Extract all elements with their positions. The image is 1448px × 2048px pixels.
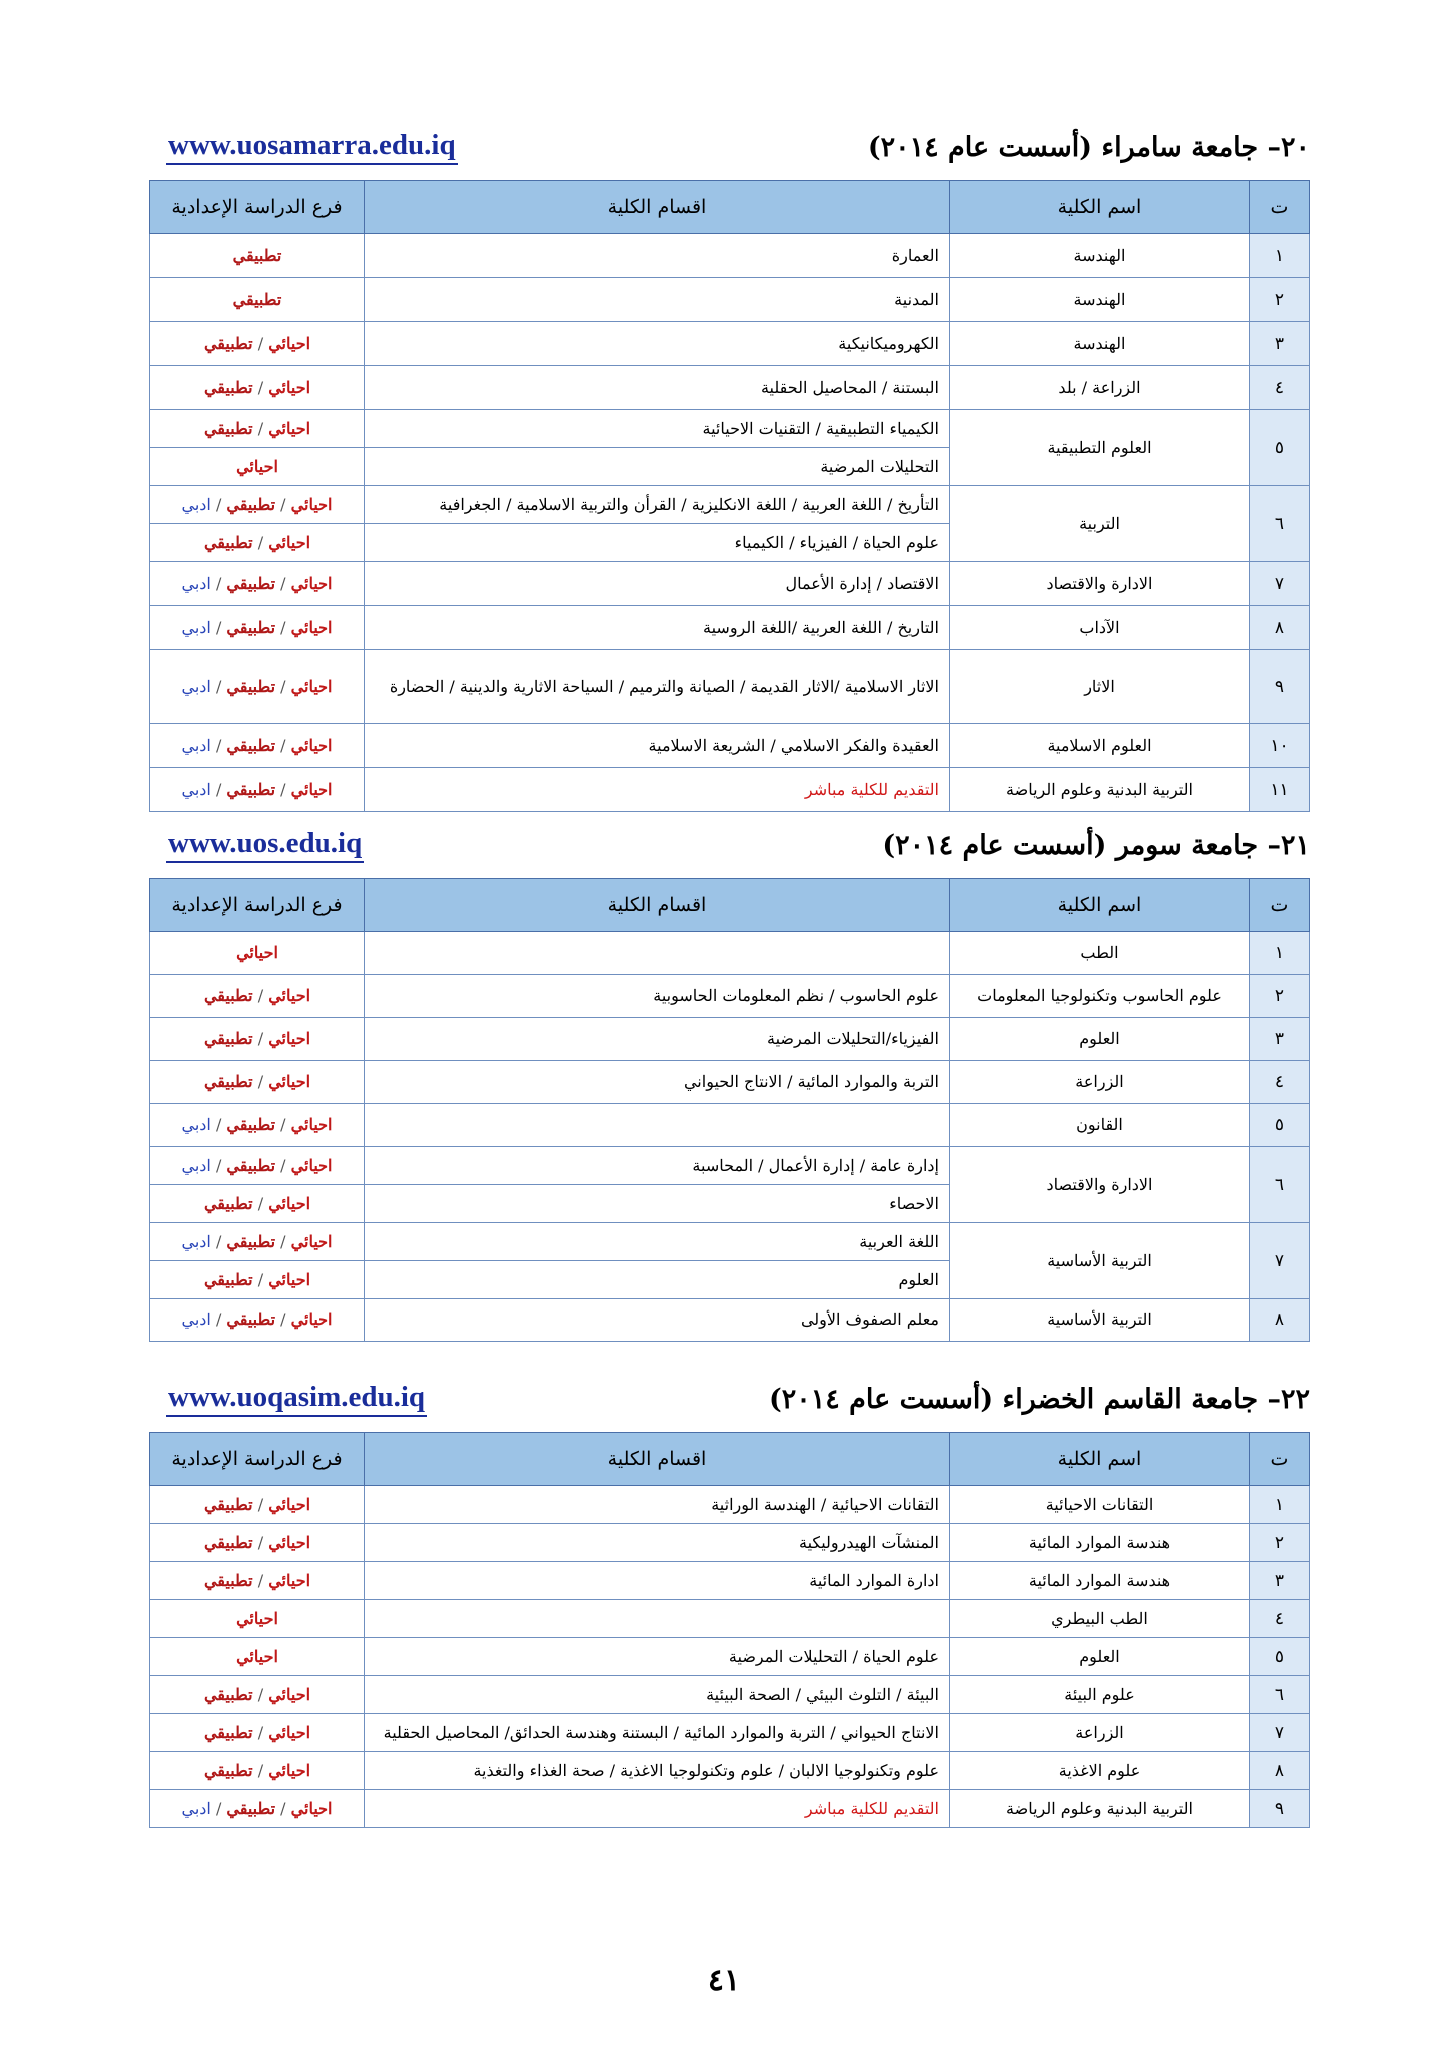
row-number: ١	[1250, 932, 1310, 975]
separator: /	[210, 494, 227, 514]
study-branch	[150, 278, 365, 322]
study-branch	[150, 1600, 365, 1638]
separator: /	[252, 986, 269, 1005]
study-branch	[150, 1562, 365, 1600]
separator: /	[275, 1155, 291, 1175]
table-row	[150, 1638, 1310, 1676]
row-number: ٨	[1250, 1299, 1310, 1342]
college-name: التربية الأساسية	[950, 1223, 1250, 1299]
table-row	[150, 366, 1310, 410]
departments: العقيدة والفكر الاسلامي / الشريعة الاسلامية	[365, 724, 950, 768]
departments	[365, 1600, 950, 1638]
university-website-link[interactable]: www.uosamarra.edu.iq	[166, 128, 458, 165]
branch-applied: تطبيقي	[226, 779, 276, 799]
row-number: ٣	[1250, 1018, 1310, 1061]
row-number: ٥	[1250, 410, 1310, 486]
heading-spacer	[150, 870, 1310, 878]
separator: /	[252, 1072, 269, 1091]
table-row	[150, 606, 1310, 650]
university-title: ٢٢– جامعة القاسم الخضراء (أسست عام ٢٠١٤)	[768, 1384, 1310, 1415]
departments: علوم الحاسوب / نظم المعلومات الحاسوبية	[365, 975, 950, 1018]
table-row	[150, 1790, 1310, 1828]
table-row	[150, 1486, 1310, 1524]
header-college-name: اسم الكلية	[950, 879, 1250, 932]
separator: /	[275, 676, 291, 696]
branch-literary: ادبي	[181, 573, 211, 593]
header-college-name: اسم الكلية	[950, 1433, 1250, 1486]
branch-literary: ادبي	[181, 1310, 211, 1329]
row-number: ١١	[1250, 768, 1310, 812]
departments: اللغة العربية	[365, 1223, 950, 1261]
header-departments: اقسام الكلية	[365, 181, 950, 234]
branch-biology: احيائي	[268, 1570, 311, 1590]
branch-applied: تطبيقي	[226, 1310, 276, 1329]
header-study-branch: فرع الدراسة الإعدادية	[150, 181, 365, 234]
branch-applied: تطبيقي	[232, 289, 282, 309]
row-number: ٨	[1250, 606, 1310, 650]
branch-biology: احيائي	[290, 1115, 333, 1134]
college-name: الهندسة	[950, 322, 1250, 366]
university-section-sumer	[150, 826, 1310, 1342]
table-row	[150, 1104, 1310, 1147]
table-row	[150, 1714, 1310, 1752]
departments: التقانات الاحيائية / الهندسة الوراثية	[365, 1486, 950, 1524]
header-number: ت	[1250, 1433, 1310, 1486]
departments: الانتاج الحيواني / التربة والموارد المائية / البستنة وهندسة الحدائق/ المحاصيل الحقلية	[365, 1714, 950, 1752]
university-website-link[interactable]: www.uoqasim.edu.iq	[166, 1380, 427, 1417]
study-branch	[150, 1486, 365, 1524]
branch-biology: احيائي	[268, 1494, 311, 1514]
separator: /	[252, 1760, 269, 1780]
branch-applied: تطبيقي	[232, 245, 282, 265]
row-number: ٢	[1250, 1524, 1310, 1562]
branch-applied: تطبيقي	[203, 1269, 253, 1289]
table-row	[150, 1223, 1310, 1261]
branch-applied: تطبيقي	[203, 1193, 253, 1213]
branch-applied: تطبيقي	[226, 735, 276, 755]
separator: /	[252, 333, 269, 353]
college-name: العلوم	[950, 1018, 1250, 1061]
study-branch	[150, 1223, 365, 1261]
departments: العلوم	[365, 1261, 950, 1299]
study-branch	[150, 562, 365, 606]
branch-applied: تطبيقي	[203, 532, 253, 552]
separator: /	[252, 1722, 269, 1742]
departments: الكهروميكانيكية	[365, 322, 950, 366]
header-departments: اقسام الكلية	[365, 879, 950, 932]
branch-literary: ادبي	[181, 735, 211, 755]
departments	[365, 932, 950, 975]
college-name: علوم الاغذية	[950, 1752, 1250, 1790]
separator: /	[252, 418, 269, 438]
departments: التقديم للكلية مباشر	[365, 768, 950, 812]
branch-biology: احيائي	[268, 1532, 311, 1552]
row-number: ٩	[1250, 650, 1310, 724]
separator: /	[275, 494, 291, 514]
university-section-qasim	[150, 1380, 1310, 1828]
branch-biology: احيائي	[290, 1155, 333, 1175]
study-branch	[150, 1790, 365, 1828]
college-name: الطب	[950, 932, 1250, 975]
table-row	[150, 724, 1310, 768]
branch-biology: احيائي	[268, 377, 311, 397]
departments: البيئة / التلوث البيئي / الصحة البيئية	[365, 1676, 950, 1714]
row-number: ٧	[1250, 562, 1310, 606]
row-number: ٦	[1250, 486, 1310, 562]
departments: التأريخ / اللغة العربية / اللغة الانكليزية / القرأن والتربية الاسلامية / الجغرافية	[365, 486, 950, 524]
section-heading	[150, 1380, 1310, 1424]
branch-applied: تطبيقي	[203, 1494, 253, 1514]
branch-literary: ادبي	[181, 676, 211, 696]
branch-biology: احيائي	[268, 418, 311, 438]
university-website-link[interactable]: www.uos.edu.iq	[166, 826, 364, 863]
header-number: ت	[1250, 181, 1310, 234]
table-row	[150, 562, 1310, 606]
colleges-table	[149, 180, 1310, 812]
separator: /	[275, 1115, 291, 1134]
heading-spacer	[150, 172, 1310, 180]
departments: الاقتصاد / إدارة الأعمال	[365, 562, 950, 606]
branch-biology: احيائي	[268, 333, 311, 353]
branch-applied: تطبيقي	[203, 418, 253, 438]
separator: /	[252, 1193, 269, 1213]
study-branch	[150, 234, 365, 278]
departments: التاريخ / اللغة العربية /اللغة الروسية	[365, 606, 950, 650]
study-branch	[150, 768, 365, 812]
study-branch	[150, 1638, 365, 1676]
table-row	[150, 278, 1310, 322]
row-number: ٩	[1250, 1790, 1310, 1828]
table-row	[150, 975, 1310, 1018]
college-name: الزراعة	[950, 1714, 1250, 1752]
branch-applied: تطبيقي	[203, 333, 253, 353]
row-number: ٥	[1250, 1638, 1310, 1676]
separator: /	[210, 617, 227, 637]
college-name: القانون	[950, 1104, 1250, 1147]
university-section-samarra	[150, 128, 1310, 812]
header-study-branch: فرع الدراسة الإعدادية	[150, 879, 365, 932]
college-name: العلوم	[950, 1638, 1250, 1676]
college-name: التربية	[950, 486, 1250, 562]
separator: /	[275, 1798, 291, 1818]
row-number: ٤	[1250, 1061, 1310, 1104]
table-row	[150, 1562, 1310, 1600]
separator: /	[252, 1029, 269, 1048]
college-name: هندسة الموارد المائية	[950, 1524, 1250, 1562]
college-name: الطب البيطري	[950, 1600, 1250, 1638]
branch-literary: ادبي	[181, 1231, 211, 1251]
study-branch	[150, 1104, 365, 1147]
college-name: الاثار	[950, 650, 1250, 724]
row-number: ٤	[1250, 1600, 1310, 1638]
branch-applied: تطبيقي	[226, 1798, 276, 1818]
branch-biology: احيائي	[268, 1684, 311, 1704]
study-branch	[150, 650, 365, 724]
row-number: ٢	[1250, 975, 1310, 1018]
separator: /	[210, 1155, 227, 1175]
branch-applied: تطبيقي	[203, 377, 253, 397]
university-title: ٢٠– جامعة سامراء (أسست عام ٢٠١٤)	[867, 132, 1310, 163]
departments: التقديم للكلية مباشر	[365, 1790, 950, 1828]
separator: /	[210, 1310, 227, 1329]
row-number: ٦	[1250, 1147, 1310, 1223]
study-branch	[150, 1061, 365, 1104]
separator: /	[275, 617, 291, 637]
departments: التربة والموارد المائية / الانتاج الحيواني	[365, 1061, 950, 1104]
branch-applied: تطبيقي	[203, 986, 253, 1005]
college-name: الهندسة	[950, 234, 1250, 278]
table-row	[150, 322, 1310, 366]
college-name: هندسة الموارد المائية	[950, 1562, 1250, 1600]
separator: /	[210, 735, 227, 755]
departments: المدنية	[365, 278, 950, 322]
departments: الفيزياء/التحليلات المرضية	[365, 1018, 950, 1061]
departments: إدارة عامة / إدارة الأعمال / المحاسبة	[365, 1147, 950, 1185]
college-name: العلوم التطبيقية	[950, 410, 1250, 486]
branch-biology: احيائي	[268, 1269, 311, 1289]
study-branch	[150, 1714, 365, 1752]
branch-applied: تطبيقي	[226, 573, 276, 593]
separator: /	[252, 1269, 269, 1289]
branch-biology: احيائي	[236, 943, 278, 962]
study-branch	[150, 448, 365, 486]
branch-literary: ادبي	[181, 1155, 211, 1175]
study-branch	[150, 322, 365, 366]
table-row	[150, 486, 1310, 524]
branch-literary: ادبي	[181, 779, 211, 799]
departments: العمارة	[365, 234, 950, 278]
table-row	[150, 650, 1310, 724]
branch-biology: احيائي	[268, 1029, 311, 1048]
branch-biology: احيائي	[290, 779, 333, 799]
study-branch	[150, 975, 365, 1018]
row-number: ١٠	[1250, 724, 1310, 768]
branch-applied: تطبيقي	[226, 1115, 276, 1134]
college-name: التربية البدنية وعلوم الرياضة	[950, 1790, 1250, 1828]
branch-biology: احيائي	[290, 494, 333, 514]
separator: /	[275, 779, 291, 799]
separator: /	[252, 377, 269, 397]
departments: البستنة / المحاصيل الحقلية	[365, 366, 950, 410]
study-branch	[150, 1018, 365, 1061]
table-row	[150, 1676, 1310, 1714]
row-number: ٨	[1250, 1752, 1310, 1790]
branch-biology: احيائي	[290, 1231, 333, 1251]
separator: /	[275, 573, 291, 593]
branch-biology: احيائي	[236, 1646, 278, 1666]
branch-biology: احيائي	[290, 617, 333, 637]
departments: معلم الصفوف الأولى	[365, 1299, 950, 1342]
row-number: ٣	[1250, 1562, 1310, 1600]
branch-literary: ادبي	[181, 1115, 211, 1134]
branch-biology: احيائي	[290, 676, 333, 696]
separator: /	[275, 1310, 291, 1329]
row-number: ١	[1250, 234, 1310, 278]
row-number: ٥	[1250, 1104, 1310, 1147]
branch-biology: احيائي	[268, 1760, 311, 1780]
separator: /	[252, 1532, 269, 1552]
college-name: الزراعة	[950, 1061, 1250, 1104]
branch-applied: تطبيقي	[203, 1684, 253, 1704]
branch-applied: تطبيقي	[203, 1029, 253, 1048]
branch-biology: احيائي	[268, 532, 311, 552]
branch-biology: احيائي	[236, 456, 278, 476]
page-number: ٤١	[707, 1963, 741, 1998]
college-name: التربية الأساسية	[950, 1299, 1250, 1342]
table-row	[150, 1299, 1310, 1342]
heading-spacer	[150, 1424, 1310, 1432]
branch-applied: تطبيقي	[203, 1570, 253, 1590]
separator: /	[252, 1494, 269, 1514]
branch-biology: احيائي	[290, 1798, 333, 1818]
table-row	[150, 932, 1310, 975]
table-row	[150, 1524, 1310, 1562]
table-row	[150, 1752, 1310, 1790]
separator: /	[252, 1570, 269, 1590]
separator: /	[210, 1115, 227, 1134]
separator: /	[252, 532, 269, 552]
branch-biology: احيائي	[268, 1072, 311, 1091]
departments	[365, 1104, 950, 1147]
table-row	[150, 768, 1310, 812]
table-row	[150, 1147, 1310, 1185]
header-departments: اقسام الكلية	[365, 1433, 950, 1486]
study-branch	[150, 724, 365, 768]
branch-literary: ادبي	[181, 617, 211, 637]
header-college-name: اسم الكلية	[950, 181, 1250, 234]
study-branch	[150, 932, 365, 975]
row-number: ٢	[1250, 278, 1310, 322]
departments: ادارة الموارد المائية	[365, 1562, 950, 1600]
branch-biology: احيائي	[290, 573, 333, 593]
table-row	[150, 1018, 1310, 1061]
section-heading	[150, 128, 1310, 172]
departments: التحليلات المرضية	[365, 448, 950, 486]
study-branch	[150, 524, 365, 562]
study-branch	[150, 1261, 365, 1299]
study-branch	[150, 486, 365, 524]
college-name: علوم الحاسوب وتكنولوجيا المعلومات	[950, 975, 1250, 1018]
separator: /	[210, 779, 227, 799]
table-header-row	[150, 181, 1310, 234]
college-name: التربية البدنية وعلوم الرياضة	[950, 768, 1250, 812]
row-number: ١	[1250, 1486, 1310, 1524]
branch-applied: تطبيقي	[203, 1760, 253, 1780]
branch-applied: تطبيقي	[226, 494, 276, 514]
branch-literary: ادبي	[181, 494, 211, 514]
departments: الكيمياء التطبيقية / التقنيات الاحيائية	[365, 410, 950, 448]
table-header-row	[150, 879, 1310, 932]
study-branch	[150, 1752, 365, 1790]
colleges-table	[149, 878, 1310, 1342]
row-number: ٤	[1250, 366, 1310, 410]
college-name: الادارة والاقتصاد	[950, 562, 1250, 606]
separator: /	[210, 573, 227, 593]
college-name: العلوم الاسلامية	[950, 724, 1250, 768]
branch-applied: تطبيقي	[226, 617, 276, 637]
departments: المنشآت الهيدروليكية	[365, 1524, 950, 1562]
row-number: ٣	[1250, 322, 1310, 366]
college-name: الزراعة / بلد	[950, 366, 1250, 410]
college-name: التقانات الاحيائية	[950, 1486, 1250, 1524]
row-number: ٧	[1250, 1714, 1310, 1752]
departments: الاحصاء	[365, 1185, 950, 1223]
separator: /	[210, 676, 227, 696]
branch-literary: ادبي	[181, 1798, 211, 1818]
row-number: ٧	[1250, 1223, 1310, 1299]
table-header-row	[150, 1433, 1310, 1486]
branch-applied: تطبيقي	[203, 1722, 253, 1742]
branch-biology: احيائي	[290, 1310, 333, 1329]
college-name: الآداب	[950, 606, 1250, 650]
branch-biology: احيائي	[236, 1608, 278, 1628]
branch-applied: تطبيقي	[203, 1072, 253, 1091]
university-title: ٢١– جامعة سومر (أسست عام ٢٠١٤)	[882, 830, 1310, 861]
branch-biology: احيائي	[268, 1193, 311, 1213]
college-name: الهندسة	[950, 278, 1250, 322]
departments: علوم الحياة / الفيزياء / الكيمياء	[365, 524, 950, 562]
branch-applied: تطبيقي	[203, 1532, 253, 1552]
departments: علوم وتكنولوجيا الالبان / علوم وتكنولوجيا الاغذية / صحة الغذاء والتغذية	[365, 1752, 950, 1790]
colleges-table	[149, 1432, 1310, 1828]
departments: الاثار الاسلامية /الاثار القديمة / الصيانة والترميم / السياحة الاثارية والدينية / الحضارة	[365, 650, 950, 724]
separator: /	[275, 735, 291, 755]
separator: /	[210, 1231, 227, 1251]
study-branch	[150, 410, 365, 448]
branch-applied: تطبيقي	[226, 1155, 276, 1175]
header-number: ت	[1250, 879, 1310, 932]
table-row	[150, 234, 1310, 278]
departments: علوم الحياة / التحليلات المرضية	[365, 1638, 950, 1676]
study-branch	[150, 1676, 365, 1714]
separator: /	[275, 1231, 291, 1251]
study-branch	[150, 1524, 365, 1562]
study-branch	[150, 1185, 365, 1223]
section-heading	[150, 826, 1310, 870]
separator: /	[252, 1684, 269, 1704]
table-row	[150, 1061, 1310, 1104]
table-row	[150, 1600, 1310, 1638]
study-branch	[150, 366, 365, 410]
branch-biology: احيائي	[268, 1722, 311, 1742]
row-number: ٦	[1250, 1676, 1310, 1714]
table-row	[150, 410, 1310, 448]
branch-biology: احيائي	[290, 735, 333, 755]
branch-applied: تطبيقي	[226, 1231, 276, 1251]
separator: /	[210, 1798, 227, 1818]
college-name: الادارة والاقتصاد	[950, 1147, 1250, 1223]
branch-biology: احيائي	[268, 986, 311, 1005]
study-branch	[150, 606, 365, 650]
college-name: علوم البيئة	[950, 1676, 1250, 1714]
branch-applied: تطبيقي	[226, 676, 276, 696]
header-study-branch: فرع الدراسة الإعدادية	[150, 1433, 365, 1486]
study-branch	[150, 1299, 365, 1342]
study-branch	[150, 1147, 365, 1185]
